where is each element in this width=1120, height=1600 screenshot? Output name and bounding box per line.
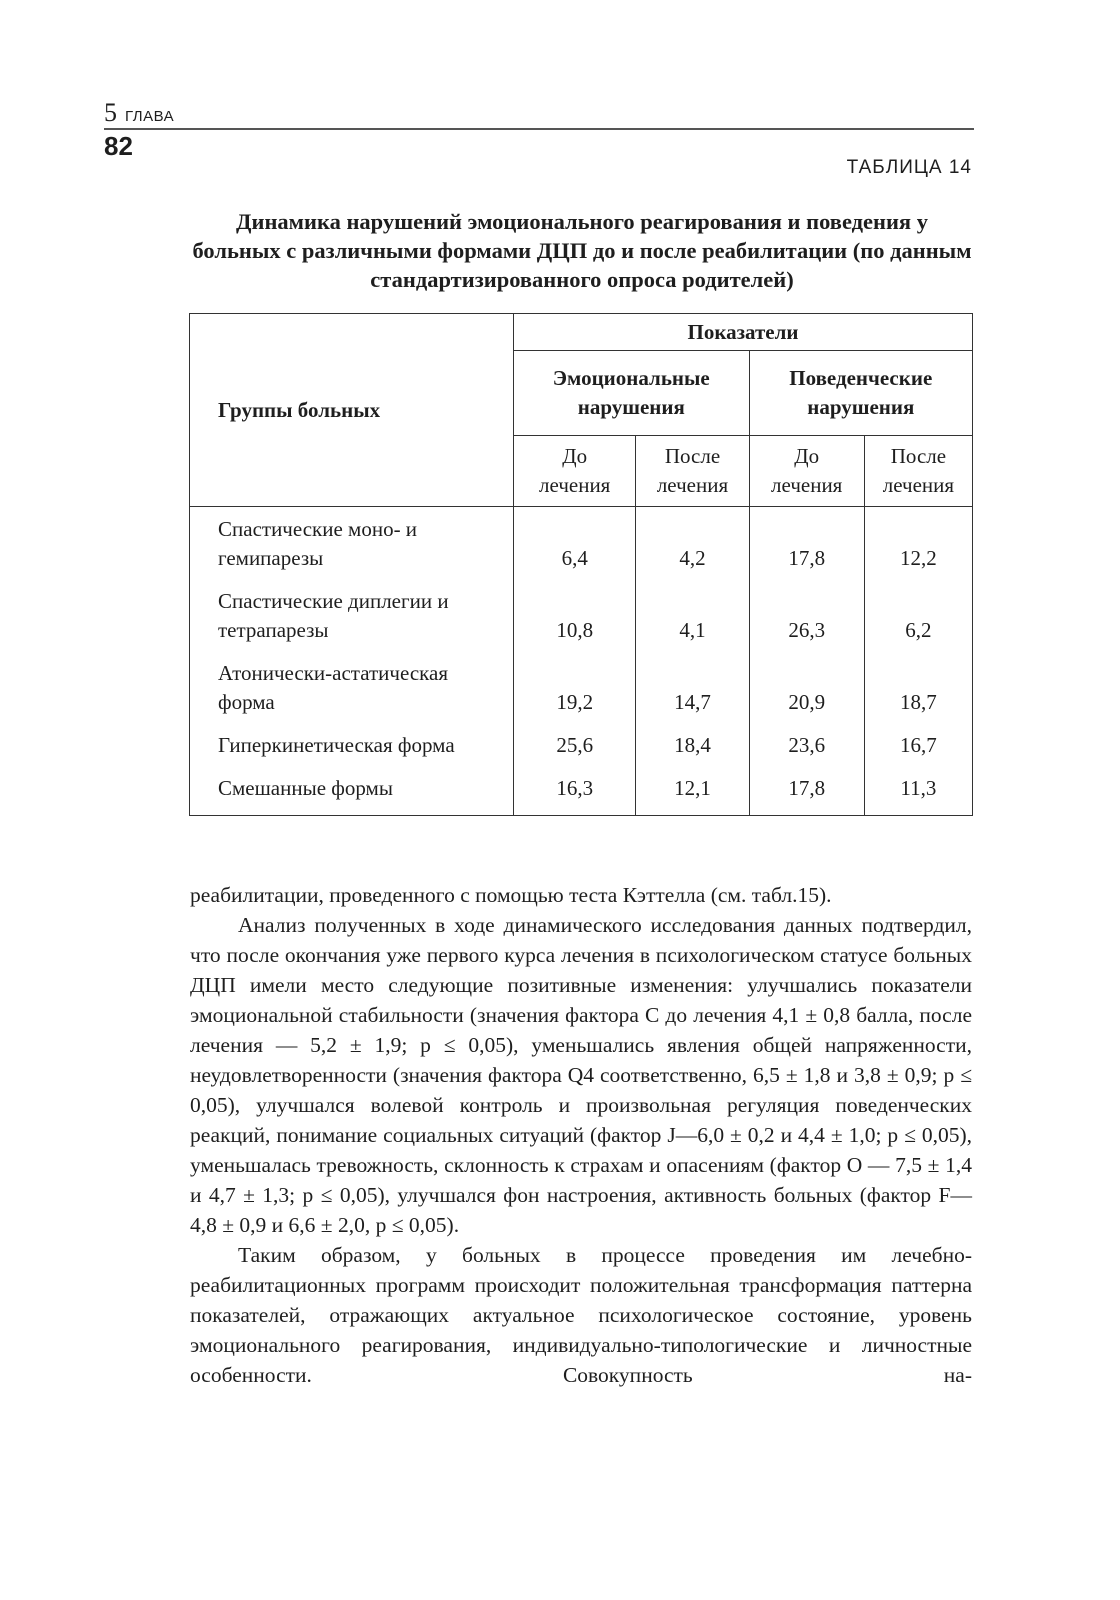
- table-row: [190, 507, 973, 574]
- group-cell: Спастические моно- и гемипарезы: [190, 507, 514, 574]
- value-cell: 16,3: [514, 760, 636, 816]
- chapter-heading: [104, 98, 174, 128]
- table-row: [190, 573, 973, 645]
- group-cell: Гиперкинетическая форма: [190, 717, 514, 760]
- value-cell: 25,6: [514, 717, 636, 760]
- body-text: [190, 880, 972, 1390]
- indicators-header: Показатели: [514, 314, 973, 351]
- value-cell: 10,8: [514, 573, 636, 645]
- page-number: 82: [104, 131, 133, 161]
- value-cell: 4,2: [636, 507, 749, 574]
- value-cell: 16,7: [864, 717, 972, 760]
- chapter-label: ГЛАВА: [125, 108, 175, 125]
- value-cell: 6,4: [514, 507, 636, 574]
- value-cell: 17,8: [749, 760, 864, 816]
- em-after-header: После лечения: [636, 436, 749, 507]
- data-table: [189, 313, 973, 816]
- emotional-header: Эмоциональные нарушения: [514, 351, 750, 436]
- group-cell: Смешанные формы: [190, 760, 514, 816]
- value-cell: 12,2: [864, 507, 972, 574]
- behavioral-header: Поведенческие нарушения: [749, 351, 972, 436]
- chapter-number: 5: [104, 98, 117, 127]
- value-cell: 23,6: [749, 717, 864, 760]
- value-cell: 11,3: [864, 760, 972, 816]
- group-cell: Спастические диплегии и тетрапарезы: [190, 573, 514, 645]
- table-label: ТАБЛИЦА 14: [846, 157, 972, 178]
- table-row: [190, 717, 973, 760]
- beh-before-header: До лечения: [749, 436, 864, 507]
- value-cell: 17,8: [749, 507, 864, 574]
- beh-after-header: После лечения: [864, 436, 972, 507]
- value-cell: 14,7: [636, 645, 749, 717]
- value-cell: 18,7: [864, 645, 972, 717]
- group-header: Группы больных: [190, 314, 514, 507]
- value-cell: 20,9: [749, 645, 864, 717]
- header-rule: [104, 128, 974, 130]
- value-cell: 26,3: [749, 573, 864, 645]
- paragraph-continuation: реабилитации, проведенного с помощью теста Кэттелла (см. табл.15).: [190, 883, 832, 907]
- value-cell: 18,4: [636, 717, 749, 760]
- value-cell: 19,2: [514, 645, 636, 717]
- table-title: Динамика нарушений эмоционального реагирования и поведения у больных с различными формами ДЦП до и после реабилитации (по данным стандартизированного опроса родителей): [192, 209, 972, 292]
- paragraph-conclusion: Таким образом, у больных в процессе проведения им лечебно-реабилитационных программ происходит положительная трансформация паттерна показателей, отражающих актуальное психологическое состояние, уровень эмоционального реагирования, индивидуально-типологические и личностные особенности. Совокупность на-: [190, 1243, 972, 1387]
- em-before-header: До лечения: [514, 436, 636, 507]
- group-cell: Атонически-астатическая форма: [190, 645, 514, 717]
- value-cell: 6,2: [864, 573, 972, 645]
- paragraph-analysis: Анализ полученных в ходе динамического исследования данных подтвердил, что после окончания уже первого курса лечения в психологическом статусе больных ДЦП имели место следующие позитивные изменения: улучшались показатели эмоциональной стабильности (значения фактора С до лечения 4,1 ± 0,8 балла, после лечения — 5,2 ± 1,9; р ≤ 0,05), уменьшались явления общей напряженности, неудовлетворенности (значения фактора Q4 соответственно, 6,5 ± 1,8 и 3,8 ± 0,9; р ≤ 0,05), улучшался волевой контроль и произвольная регуляция поведенческих реакций, понимание социальных ситуаций (фактор J—6,0 ± 0,2 и 4,4 ± 1,0; р ≤ 0,05), уменьшалась тревожность, склонность к страхам и опасениям (фактор О — 7,5 ± 1,4 и 4,7 ± 1,3; р ≤ 0,05), улучшался фон настроения, активность больных (фактор F—4,8 ± 0,9 и 6,6 ± 2,0, р ≤ 0,05).: [190, 913, 972, 1237]
- value-cell: 4,1: [636, 573, 749, 645]
- table-row: [190, 645, 973, 717]
- value-cell: 12,1: [636, 760, 749, 816]
- table-row: [190, 760, 973, 816]
